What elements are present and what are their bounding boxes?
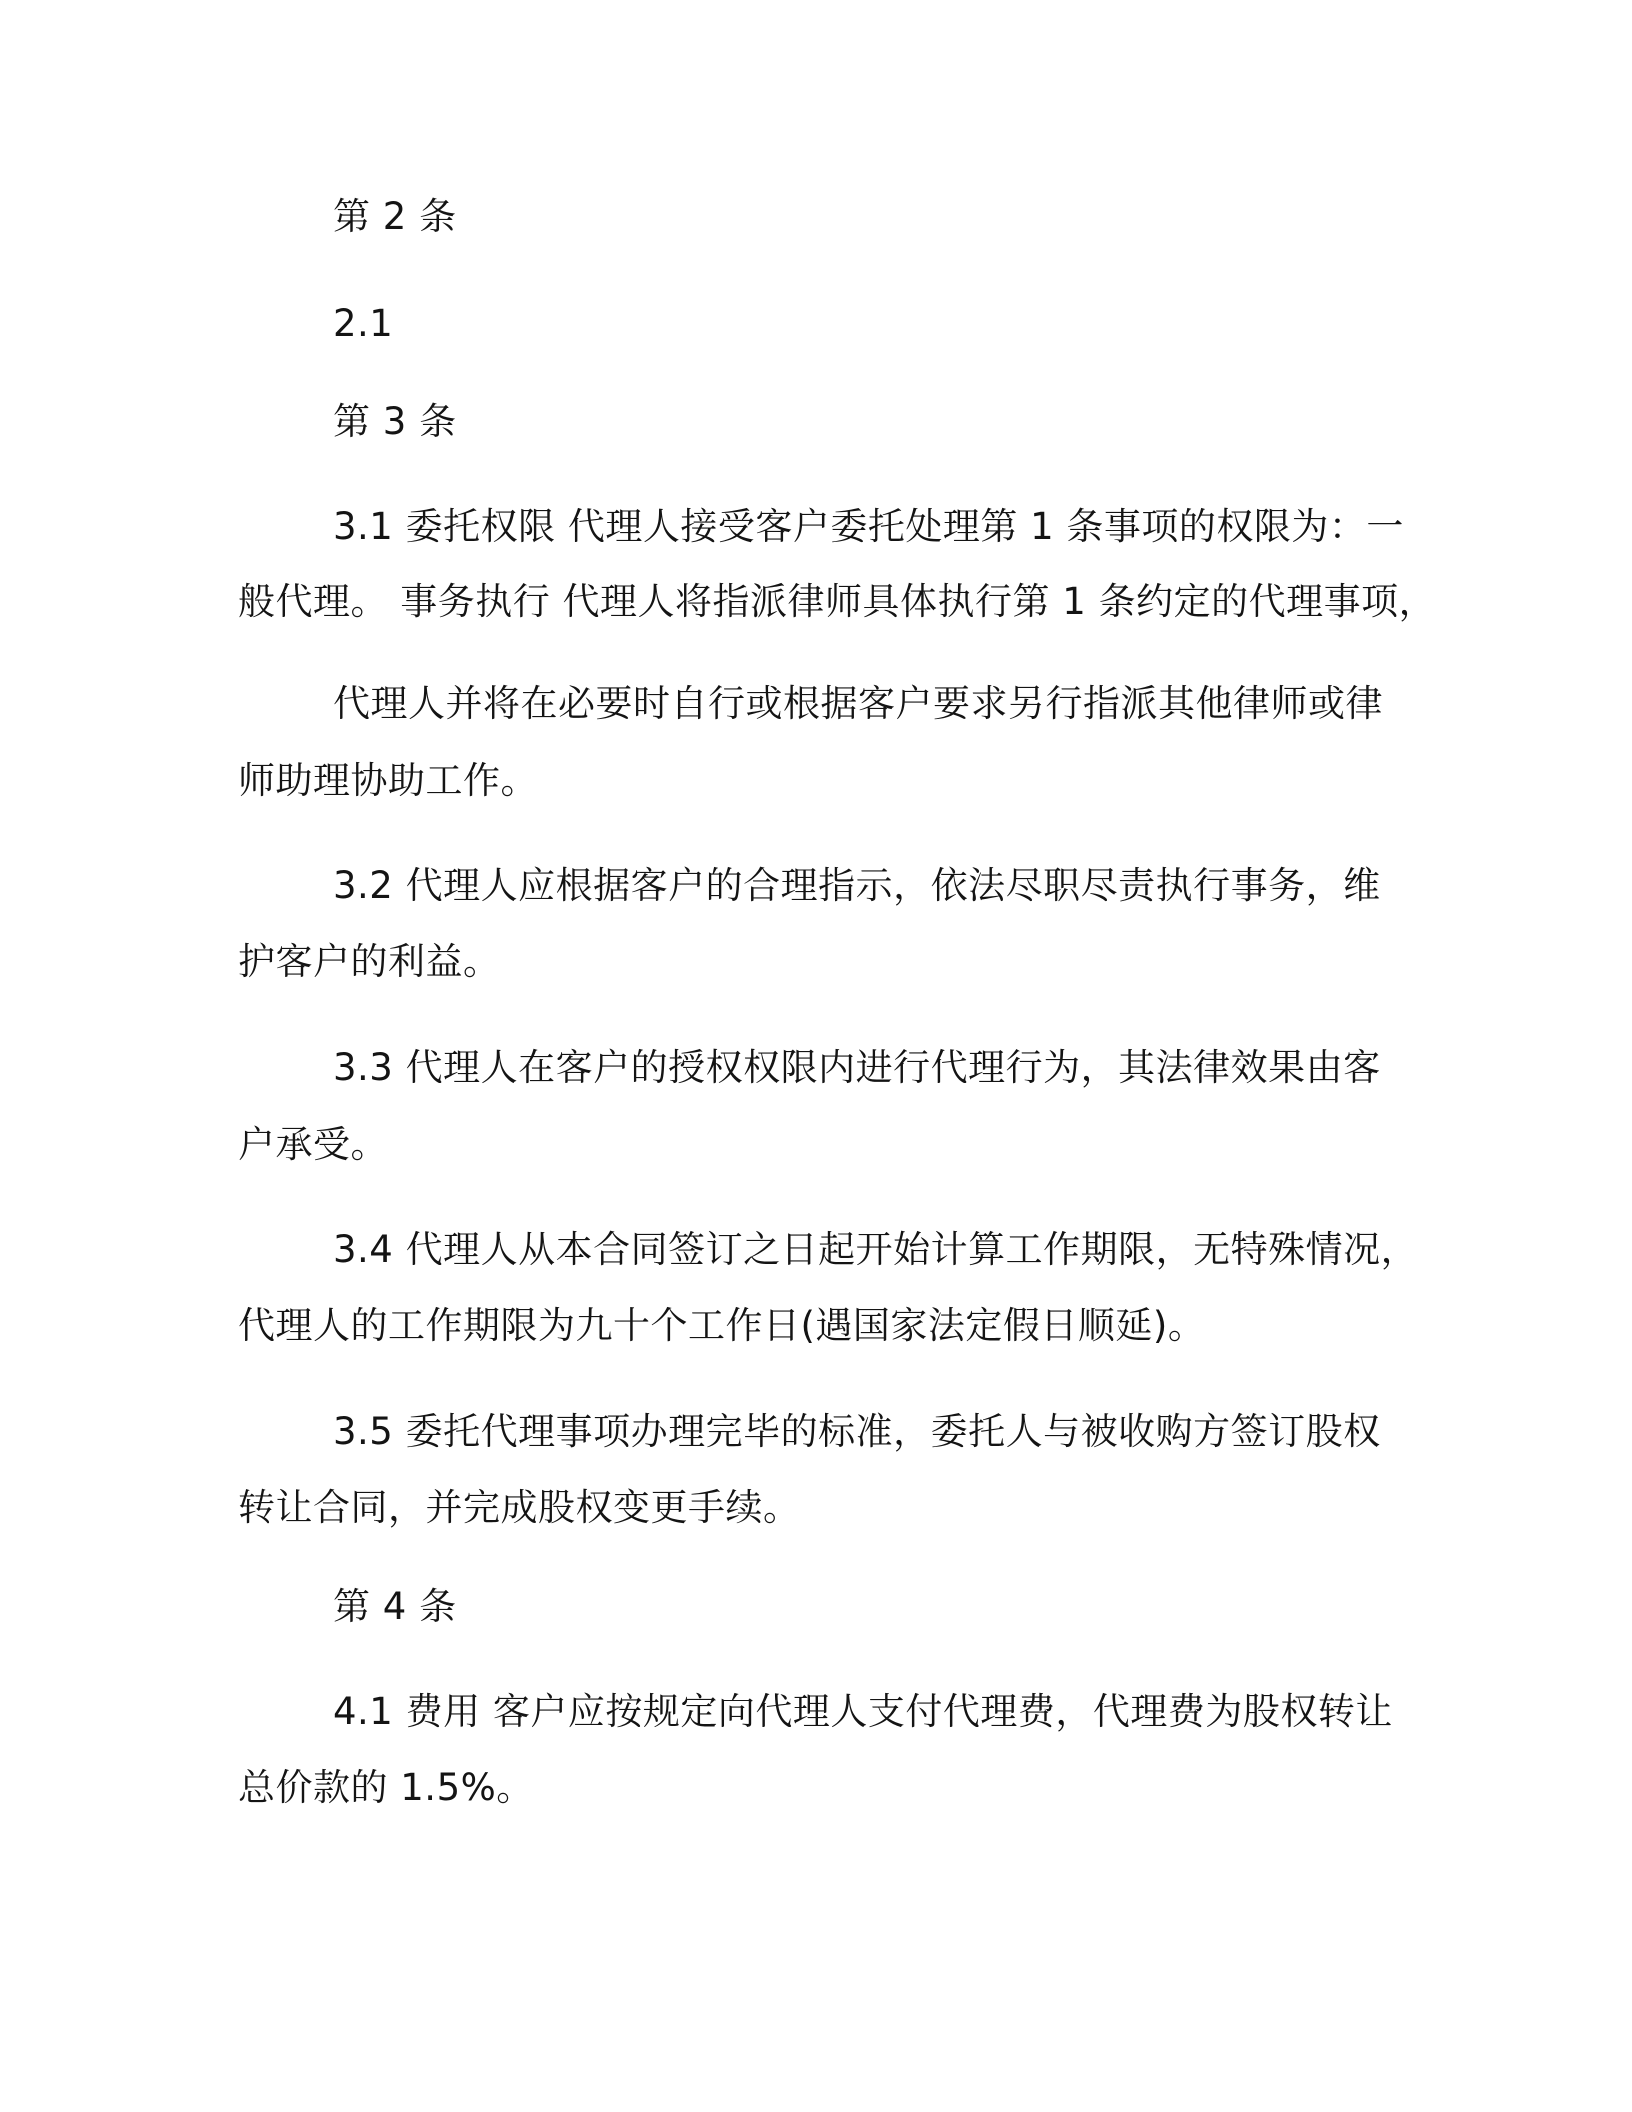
clause-3-3-line-2: 户承受。 <box>238 1123 388 1166</box>
clause-2-1: 2.1 <box>333 302 394 345</box>
clause-3-2-line-1: 3.2 代理人应根据客户的合理指示，依法尽职尽责执行事务，维 <box>333 864 1381 907</box>
article-4-heading: 第 4 条 <box>333 1585 457 1628</box>
clause-3-4-line-1: 3.4 代理人从本合同签订之日起开始计算工作期限，无特殊情况， <box>333 1228 1419 1271</box>
clause-3-1-line-1: 3.1 委托权限 代理人接受客户委托处理第 1 条事项的权限为：一 <box>333 505 1404 548</box>
clause-4-1-line-2: 总价款的 1.5%。 <box>238 1766 534 1809</box>
clause-3-4-line-2: 代理人的工作期限为九十个工作日(遇国家法定假日顺延)。 <box>238 1304 1206 1347</box>
clause-3-2-line-2: 护客户的利益。 <box>238 940 501 983</box>
clause-3-1-para-2-line-1: 代理人并将在必要时自行或根据客户要求另行指派其他律师或律 <box>333 682 1383 725</box>
clause-3-3-line-1: 3.3 代理人在客户的授权权限内进行代理行为，其法律效果由客 <box>333 1046 1381 1089</box>
clause-3-1-line-2: 般代理。 事务执行 代理人将指派律师具体执行第 1 条约定的代理事项， <box>238 580 1437 623</box>
clause-3-5-line-2: 转让合同，并完成股权变更手续。 <box>238 1486 801 1529</box>
clause-3-5-line-1: 3.5 委托代理事项办理完毕的标准，委托人与被收购方签订股权 <box>333 1410 1381 1453</box>
article-3-heading: 第 3 条 <box>333 400 457 443</box>
clause-3-1-para-2-line-2: 师助理协助工作。 <box>238 759 538 802</box>
clause-4-1-line-1: 4.1 费用 客户应按规定向代理人支付代理费，代理费为股权转让 <box>333 1690 1393 1733</box>
article-2-heading: 第 2 条 <box>333 195 457 238</box>
